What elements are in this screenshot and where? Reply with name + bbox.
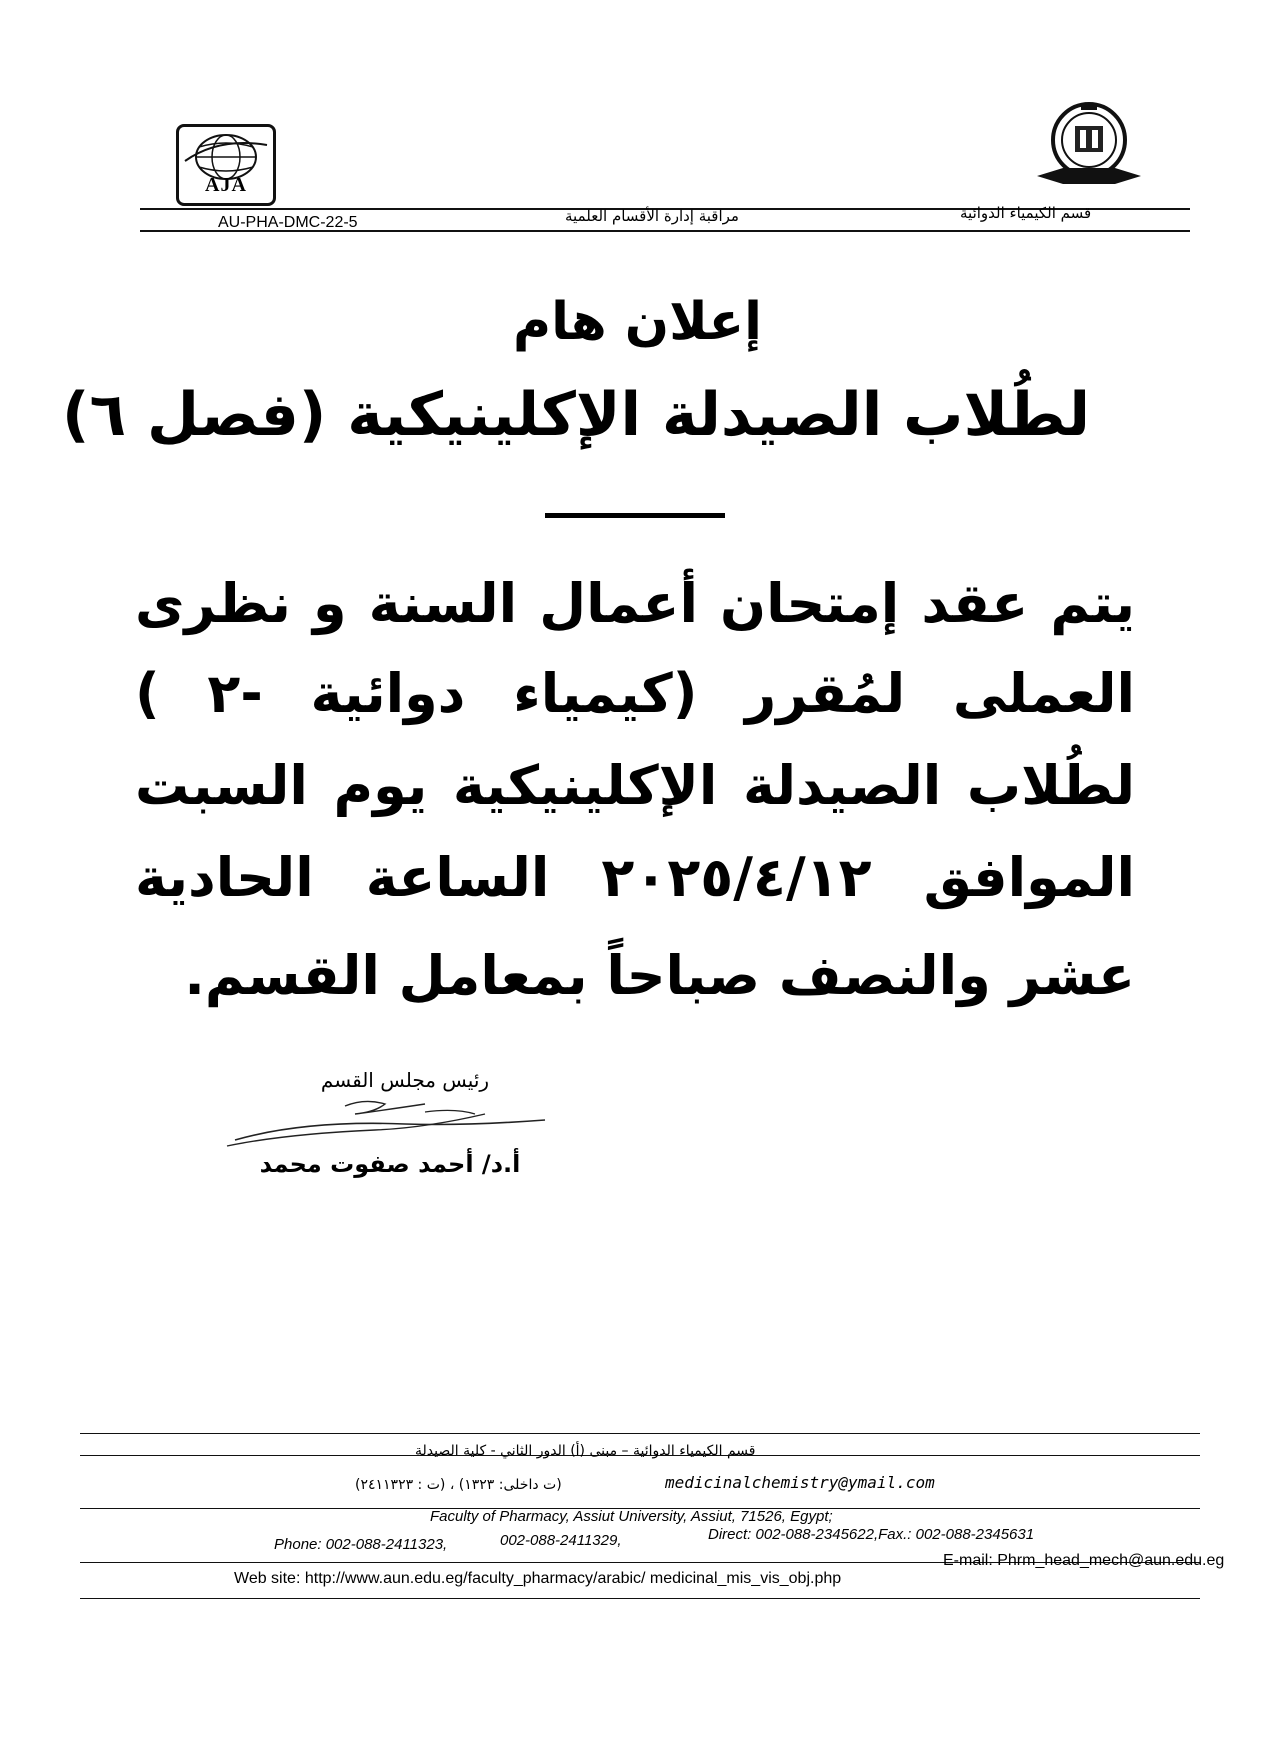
footer-phone-1: Phone: 002-088-2411323,: [274, 1536, 448, 1553]
document-code: AU-PHA-DMC-22-5: [218, 214, 358, 231]
footer-divider-1: [80, 1433, 1200, 1434]
department-name: قسم الكيمياء الدوائية: [960, 204, 1092, 222]
body-line-4: الموافق ٢٠٢٥/٤/١٢ الساعة الحادية: [135, 846, 1136, 909]
body-line-1: يتم عقد إمتحان أعمال السنة و نظرى: [135, 572, 1135, 635]
announcement-subtitle: لطُلاب الصيدلة الإكلينيكية (فصل ٦): [62, 380, 1090, 450]
office-name: مراقبة إدارة الأقسام العلمية: [565, 207, 739, 225]
signatory-name: أ.د/ أحمد صفوت محمد: [259, 1150, 521, 1178]
footer-direct-fax: Direct: 002-088-2345622,Fax.: 002-088-2345631: [708, 1526, 1035, 1543]
footer-faculty-address: Faculty of Pharmacy, Assiut University, Assiut, 71526, Egypt;: [430, 1508, 833, 1525]
body-line-3: لطُلاب الصيدلة الإكلينيكية يوم السبت: [135, 754, 1135, 817]
university-seal-icon: [1033, 98, 1145, 192]
footer-phone-ar: (ت داخلى: ١٣٢٣) ، (ت : ٢٤١١٣٢٣): [355, 1477, 562, 1493]
aja-logo: [176, 124, 276, 206]
body-line-5: عشر والنصف صباحاً بمعامل القسم.: [184, 944, 1135, 1007]
body-line-2: العملى لمُقرر (كيمياء دوائية -٢ ): [135, 662, 1136, 725]
footer-email-ymail[interactable]: medicinalchemistry@ymail.com: [665, 1473, 935, 1492]
footer-website-link[interactable]: Web site: http://www.aun.edu.eg/faculty_pharmacy/arabic/ medicinal_mis_vis_obj.php: [234, 1570, 842, 1587]
announcement-title: إعلان هام: [512, 292, 762, 352]
footer-divider-5: [80, 1598, 1200, 1599]
title-underline: [545, 513, 725, 518]
handwritten-signature: [225, 1090, 555, 1150]
footer-email-link[interactable]: E-mail: Phrm_head_mech@aun.edu.eg: [943, 1552, 1225, 1569]
aja-logo-text: AJA: [205, 174, 247, 196]
footer-phone-2: 002-088-2411329,: [500, 1532, 622, 1549]
footer-address-ar: قسم الكيمياء الدوائية – مبنى (أ) الدور الثاني - كلية الصيدلة: [415, 1443, 756, 1459]
signatory-role: رئيس مجلس القسم: [320, 1068, 490, 1092]
